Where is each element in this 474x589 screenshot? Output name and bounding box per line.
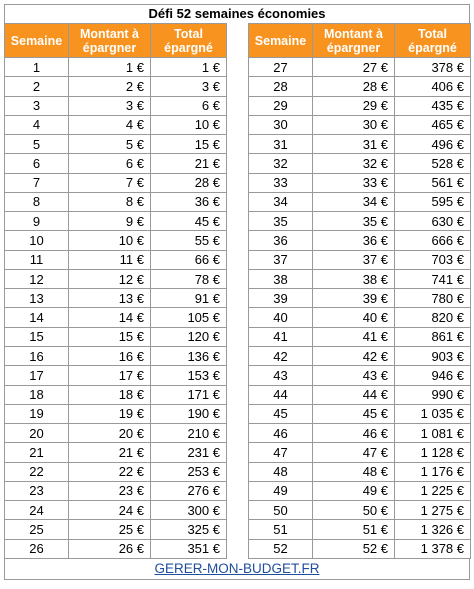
table-row — [5, 520, 471, 539]
total-cell: 1 225 € — [395, 481, 471, 500]
total-cell: 1 € — [151, 58, 227, 77]
amount-cell: 26 € — [69, 539, 151, 558]
table-row — [5, 231, 471, 250]
week-cell: 16 — [5, 346, 69, 365]
amount-cell: 4 € — [69, 115, 151, 134]
amount-cell: 20 € — [69, 424, 151, 443]
total-cell: 351 € — [151, 539, 227, 558]
column-gap — [227, 443, 249, 462]
total-cell: 1 081 € — [395, 424, 471, 443]
savings-sheet — [4, 4, 470, 580]
amount-cell: 19 € — [69, 404, 151, 423]
table-row — [5, 96, 471, 115]
week-cell: 19 — [5, 404, 69, 423]
amount-cell: 7 € — [69, 173, 151, 192]
amount-cell: 17 € — [69, 366, 151, 385]
table-body — [5, 58, 471, 559]
total-cell: 630 € — [395, 212, 471, 231]
column-gap — [227, 327, 249, 346]
table-header-row — [5, 24, 471, 58]
total-cell: 210 € — [151, 424, 227, 443]
amount-cell: 51 € — [313, 520, 395, 539]
amount-cell: 37 € — [313, 250, 395, 269]
amount-cell: 25 € — [69, 520, 151, 539]
total-cell: 1 275 € — [395, 501, 471, 520]
column-gap — [227, 481, 249, 500]
week-cell: 12 — [5, 269, 69, 288]
column-gap — [227, 192, 249, 211]
column-gap — [227, 58, 249, 77]
total-cell: 666 € — [395, 231, 471, 250]
column-gap — [227, 404, 249, 423]
week-cell: 24 — [5, 501, 69, 520]
amount-cell: 12 € — [69, 269, 151, 288]
amount-cell: 10 € — [69, 231, 151, 250]
table-row — [5, 539, 471, 558]
total-cell: 28 € — [151, 173, 227, 192]
week-cell: 47 — [249, 443, 313, 462]
week-cell: 46 — [249, 424, 313, 443]
total-cell: 1 176 € — [395, 462, 471, 481]
column-gap — [227, 173, 249, 192]
table-row — [5, 501, 471, 520]
total-cell: 136 € — [151, 346, 227, 365]
amount-cell: 43 € — [313, 366, 395, 385]
table-row — [5, 135, 471, 154]
week-cell: 7 — [5, 173, 69, 192]
table-row — [5, 481, 471, 500]
week-cell: 34 — [249, 192, 313, 211]
savings-table — [4, 23, 471, 559]
week-cell: 36 — [249, 231, 313, 250]
week-cell: 26 — [5, 539, 69, 558]
week-cell: 9 — [5, 212, 69, 231]
total-cell: 55 € — [151, 231, 227, 250]
column-gap — [227, 501, 249, 520]
column-gap — [227, 424, 249, 443]
amount-cell: 32 € — [313, 154, 395, 173]
week-cell: 13 — [5, 289, 69, 308]
column-gap — [227, 96, 249, 115]
total-cell: 3 € — [151, 77, 227, 96]
total-cell: 378 € — [395, 58, 471, 77]
total-cell: 45 € — [151, 212, 227, 231]
week-cell: 15 — [5, 327, 69, 346]
week-cell: 30 — [249, 115, 313, 134]
total-cell: 36 € — [151, 192, 227, 211]
col-header-amount-left: Montant à épargner — [69, 24, 151, 58]
total-cell: 190 € — [151, 404, 227, 423]
amount-cell: 21 € — [69, 443, 151, 462]
column-gap — [227, 269, 249, 288]
total-cell: 153 € — [151, 366, 227, 385]
total-cell: 6 € — [151, 96, 227, 115]
week-cell: 38 — [249, 269, 313, 288]
total-cell: 861 € — [395, 327, 471, 346]
amount-cell: 47 € — [313, 443, 395, 462]
week-cell: 43 — [249, 366, 313, 385]
total-cell: 325 € — [151, 520, 227, 539]
amount-cell: 29 € — [313, 96, 395, 115]
week-cell: 40 — [249, 308, 313, 327]
week-cell: 23 — [5, 481, 69, 500]
amount-cell: 16 € — [69, 346, 151, 365]
total-cell: 21 € — [151, 154, 227, 173]
table-row — [5, 385, 471, 404]
col-header-total-right: Total épargné — [395, 24, 471, 58]
column-gap — [227, 366, 249, 385]
week-cell: 10 — [5, 231, 69, 250]
week-cell: 44 — [249, 385, 313, 404]
amount-cell: 11 € — [69, 250, 151, 269]
week-cell: 45 — [249, 404, 313, 423]
total-cell: 435 € — [395, 96, 471, 115]
week-cell: 18 — [5, 385, 69, 404]
table-row — [5, 327, 471, 346]
table-row — [5, 192, 471, 211]
amount-cell: 18 € — [69, 385, 151, 404]
column-gap — [227, 231, 249, 250]
week-cell: 21 — [5, 443, 69, 462]
week-cell: 48 — [249, 462, 313, 481]
table-row — [5, 212, 471, 231]
week-cell: 52 — [249, 539, 313, 558]
week-cell: 33 — [249, 173, 313, 192]
total-cell: 465 € — [395, 115, 471, 134]
total-cell: 703 € — [395, 250, 471, 269]
week-cell: 6 — [5, 154, 69, 173]
amount-cell: 46 € — [313, 424, 395, 443]
column-gap — [227, 77, 249, 96]
total-cell: 1 378 € — [395, 539, 471, 558]
amount-cell: 41 € — [313, 327, 395, 346]
amount-cell: 36 € — [313, 231, 395, 250]
total-cell: 820 € — [395, 308, 471, 327]
column-gap — [227, 24, 249, 58]
column-gap — [227, 520, 249, 539]
week-cell: 17 — [5, 366, 69, 385]
week-cell: 28 — [249, 77, 313, 96]
amount-cell: 6 € — [69, 154, 151, 173]
site-link[interactable]: GERER-MON-BUDGET.FR — [4, 559, 470, 580]
week-cell: 35 — [249, 212, 313, 231]
total-cell: 406 € — [395, 77, 471, 96]
amount-cell: 49 € — [313, 481, 395, 500]
week-cell: 51 — [249, 520, 313, 539]
amount-cell: 23 € — [69, 481, 151, 500]
total-cell: 780 € — [395, 289, 471, 308]
amount-cell: 39 € — [313, 289, 395, 308]
amount-cell: 38 € — [313, 269, 395, 288]
amount-cell: 22 € — [69, 462, 151, 481]
col-header-week-right: Semaine — [249, 24, 313, 58]
week-cell: 14 — [5, 308, 69, 327]
amount-cell: 45 € — [313, 404, 395, 423]
week-cell: 32 — [249, 154, 313, 173]
total-cell: 496 € — [395, 135, 471, 154]
week-cell: 25 — [5, 520, 69, 539]
table-row — [5, 404, 471, 423]
week-cell: 11 — [5, 250, 69, 269]
table-row — [5, 250, 471, 269]
table-row — [5, 443, 471, 462]
total-cell: 528 € — [395, 154, 471, 173]
column-gap — [227, 385, 249, 404]
amount-cell: 40 € — [313, 308, 395, 327]
week-cell: 37 — [249, 250, 313, 269]
amount-cell: 33 € — [313, 173, 395, 192]
column-gap — [227, 346, 249, 365]
total-cell: 741 € — [395, 269, 471, 288]
week-cell: 42 — [249, 346, 313, 365]
week-cell: 50 — [249, 501, 313, 520]
week-cell: 20 — [5, 424, 69, 443]
amount-cell: 35 € — [313, 212, 395, 231]
amount-cell: 5 € — [69, 135, 151, 154]
total-cell: 253 € — [151, 462, 227, 481]
column-gap — [227, 539, 249, 558]
total-cell: 66 € — [151, 250, 227, 269]
col-header-amount-right: Montant à épargner — [313, 24, 395, 58]
total-cell: 1 128 € — [395, 443, 471, 462]
amount-cell: 28 € — [313, 77, 395, 96]
table-row — [5, 289, 471, 308]
amount-cell: 48 € — [313, 462, 395, 481]
amount-cell: 8 € — [69, 192, 151, 211]
table-row — [5, 58, 471, 77]
amount-cell: 50 € — [313, 501, 395, 520]
column-gap — [227, 154, 249, 173]
total-cell: 10 € — [151, 115, 227, 134]
sheet-title: Défi 52 semaines économies — [4, 4, 470, 23]
total-cell: 595 € — [395, 192, 471, 211]
amount-cell: 2 € — [69, 77, 151, 96]
week-cell: 4 — [5, 115, 69, 134]
week-cell: 39 — [249, 289, 313, 308]
amount-cell: 27 € — [313, 58, 395, 77]
total-cell: 903 € — [395, 346, 471, 365]
week-cell: 29 — [249, 96, 313, 115]
amount-cell: 15 € — [69, 327, 151, 346]
total-cell: 105 € — [151, 308, 227, 327]
table-row — [5, 77, 471, 96]
total-cell: 276 € — [151, 481, 227, 500]
column-gap — [227, 250, 249, 269]
week-cell: 2 — [5, 77, 69, 96]
column-gap — [227, 289, 249, 308]
amount-cell: 14 € — [69, 308, 151, 327]
column-gap — [227, 308, 249, 327]
total-cell: 990 € — [395, 385, 471, 404]
column-gap — [227, 212, 249, 231]
table-row — [5, 269, 471, 288]
week-cell: 49 — [249, 481, 313, 500]
total-cell: 300 € — [151, 501, 227, 520]
total-cell: 561 € — [395, 173, 471, 192]
amount-cell: 1 € — [69, 58, 151, 77]
table-row — [5, 366, 471, 385]
column-gap — [227, 135, 249, 154]
amount-cell: 42 € — [313, 346, 395, 365]
column-gap — [227, 462, 249, 481]
week-cell: 5 — [5, 135, 69, 154]
table-row — [5, 308, 471, 327]
week-cell: 1 — [5, 58, 69, 77]
total-cell: 91 € — [151, 289, 227, 308]
amount-cell: 31 € — [313, 135, 395, 154]
total-cell: 120 € — [151, 327, 227, 346]
week-cell: 41 — [249, 327, 313, 346]
table-row — [5, 173, 471, 192]
total-cell: 78 € — [151, 269, 227, 288]
amount-cell: 44 € — [313, 385, 395, 404]
table-row — [5, 115, 471, 134]
amount-cell: 13 € — [69, 289, 151, 308]
amount-cell: 3 € — [69, 96, 151, 115]
table-row — [5, 462, 471, 481]
week-cell: 31 — [249, 135, 313, 154]
amount-cell: 24 € — [69, 501, 151, 520]
total-cell: 1 326 € — [395, 520, 471, 539]
total-cell: 15 € — [151, 135, 227, 154]
total-cell: 171 € — [151, 385, 227, 404]
total-cell: 231 € — [151, 443, 227, 462]
table-row — [5, 424, 471, 443]
table-row — [5, 154, 471, 173]
amount-cell: 52 € — [313, 539, 395, 558]
amount-cell: 34 € — [313, 192, 395, 211]
total-cell: 1 035 € — [395, 404, 471, 423]
week-cell: 27 — [249, 58, 313, 77]
col-header-week-left: Semaine — [5, 24, 69, 58]
column-gap — [227, 115, 249, 134]
week-cell: 3 — [5, 96, 69, 115]
total-cell: 946 € — [395, 366, 471, 385]
week-cell: 22 — [5, 462, 69, 481]
table-row — [5, 346, 471, 365]
amount-cell: 30 € — [313, 115, 395, 134]
week-cell: 8 — [5, 192, 69, 211]
col-header-total-left: Total épargné — [151, 24, 227, 58]
amount-cell: 9 € — [69, 212, 151, 231]
